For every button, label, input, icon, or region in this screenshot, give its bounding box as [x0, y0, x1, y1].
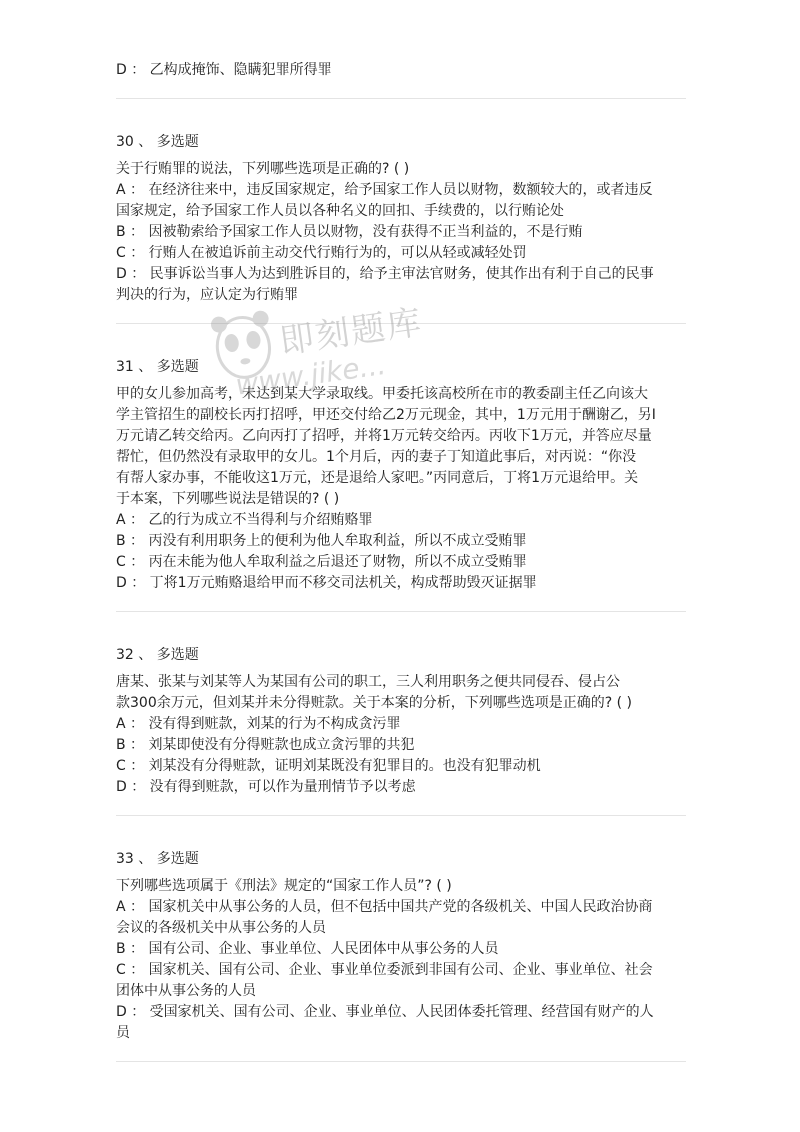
answer-option-line: C ： 丙在未能为他人牟取利益之后退还了财物，所以不成立受贿罪	[116, 554, 527, 570]
answer-option-line: D ： 民事诉讼当事人为达到胜诉目的，给予主审法官财务，使其作出有利于自己的民事	[116, 266, 654, 282]
answer-option-line: A ： 国家机关中从事公务的人员，但不包括中国共产党的各级机关、中国人民政治协商	[116, 899, 653, 915]
question-block	[116, 132, 686, 324]
question-header: 30 、 多选题	[116, 134, 199, 150]
answer-option-line: B ： 丙没有利用职务上的便利为他人牟取利益，所以不成立受贿罪	[116, 533, 527, 549]
answer-option-line: B ： 刘某即使没有分得赃款也成立贪污罪的共犯	[116, 737, 415, 753]
question-divider	[116, 323, 686, 324]
answer-option-line: A ： 乙的行为成立不当得利与介绍贿赂罪	[116, 512, 373, 528]
question-block	[116, 357, 686, 612]
answer-option-line: 团体中从事公务的人员	[116, 983, 256, 999]
question-block	[116, 849, 686, 1062]
question-stem-line: 款300余万元，但刘某并未分得赃款。关于本案的分析，下列哪些选项是正确的? ( )	[116, 695, 632, 711]
answer-option-line: D ： 受国家机关、国有公司、企业、事业单位、人民团体委托管理、经营国有财产的人	[116, 1004, 654, 1020]
previous-question-option-d: D ： 乙构成掩饰、隐瞒犯罪所得罪	[116, 62, 332, 78]
question-stem-line: 万元请乙转交给丙。乙向丙打了招呼，并将1万元转交给丙。丙收下1万元，并答应尽量	[116, 428, 652, 444]
question-stem-line: 有帮人家办事，不能收这1万元，还是退给人家吧。”丙同意后，丁将1万元退给甲。关	[116, 470, 639, 486]
answer-option-line: D ： 丁将1万元贿赂退给甲而不移交司法机关，构成帮助毁灭证据罪	[116, 575, 537, 591]
question-stem-line: 下列哪些选项属于《刑法》规定的“国家工作人员”? ( )	[116, 878, 452, 894]
question-list	[116, 132, 686, 1062]
question-divider	[116, 611, 686, 612]
watermark-text: 即刻题库	[277, 302, 426, 363]
question-stem-line: 于本案，下列哪些说法是错误的? ( )	[116, 491, 340, 507]
answer-option-line: C ： 国家机关、国有公司、企业、事业单位委派到非国有公司、企业、事业单位、社会	[116, 962, 653, 978]
answer-option-line: A ： 没有得到赃款，刘某的行为不构成贪污罪	[116, 716, 401, 732]
answer-option-line: B ： 国有公司、企业、事业单位、人民团体中从事公务的人员	[116, 941, 499, 957]
question-stem-line: 关于行贿罪的说法，下列哪些选项是正确的? ( )	[116, 161, 410, 177]
question-stem-line: 学主管招生的副校长丙打招呼，甲还交付给乙2万元现金，其中，1万元用于酬谢乙，另I	[116, 407, 656, 423]
question-divider	[116, 98, 686, 99]
answer-option-line: D ： 没有得到赃款，可以作为量刑情节予以考虑	[116, 779, 416, 795]
answer-option-line: B ： 因被勒索给予国家工作人员以财物，没有获得不正当利益的，不是行贿	[116, 224, 583, 240]
question-header: 31 、 多选题	[116, 359, 199, 375]
question-header: 32 、 多选题	[116, 647, 199, 663]
answer-option-line: 国家规定，给予国家工作人员以各种名义的回扣、手续费的，以行贿论处	[116, 203, 564, 219]
answer-option-line: C ： 行贿人在被追诉前主动交代行贿行为的，可以从轻或减轻处罚	[116, 245, 527, 261]
question-stem-line: 帮忙，但仍然没有录取甲的女儿。1个月后，丙的妻子丁知道此事后，对丙说：“你没	[116, 449, 637, 465]
answer-option-line: A ： 在经济往来中，违反国家规定，给予国家工作人员以财物，数额较大的，或者违反	[116, 182, 653, 198]
answer-option-line: 员	[116, 1025, 130, 1041]
answer-option-line: C ： 刘某没有分得赃款，证明刘某既没有犯罪目的。也没有犯罪动机	[116, 758, 541, 774]
answer-option-line: 判决的行为，应认定为行贿罪	[116, 287, 298, 303]
answer-option-line: 会议的各级机关中从事公务的人员	[116, 920, 326, 936]
document-page	[116, 0, 686, 1062]
question-divider	[116, 1061, 686, 1062]
question-stem-line: 唐某、张某与刘某等人为某国有公司的职工，三人利用职务之便共同侵吞、侵占公	[116, 674, 620, 690]
watermark-url: www.jike...	[233, 347, 388, 402]
question-header: 33 、 多选题	[116, 851, 199, 867]
question-block	[116, 645, 686, 816]
question-divider	[116, 815, 686, 816]
question-stem-line: 甲的女儿参加高考，未达到某大学录取线。甲委托该高校所在市的教委副主任乙向该大	[116, 386, 648, 402]
